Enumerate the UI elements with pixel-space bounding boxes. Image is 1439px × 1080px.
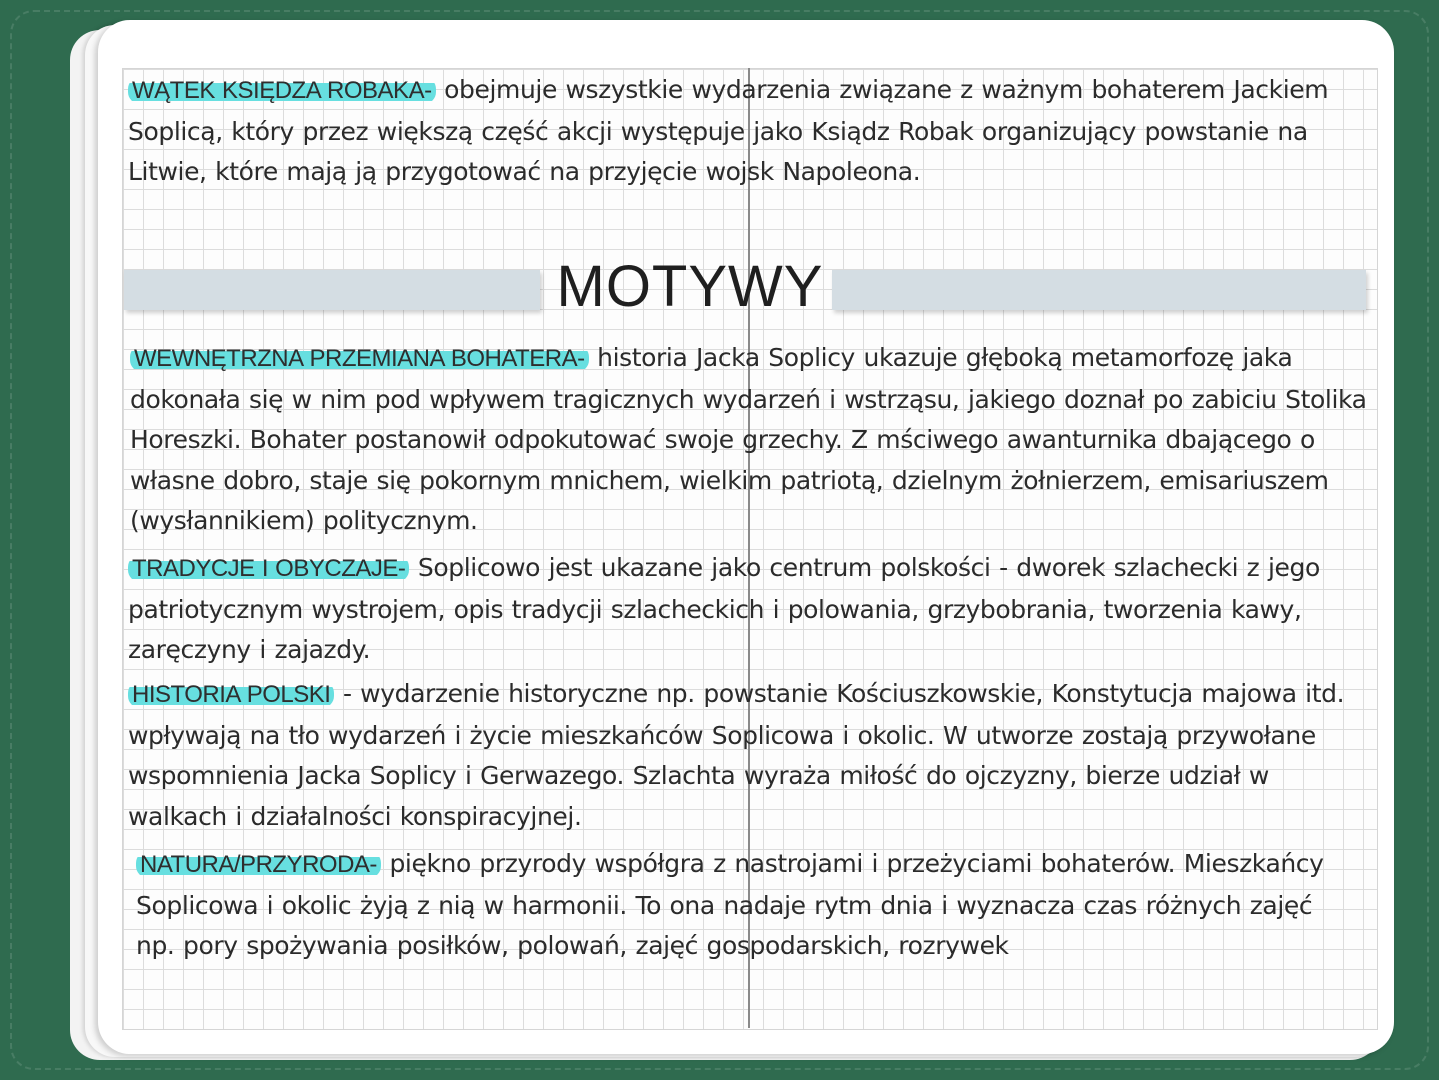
section-watek-ksiedza-robaka [128, 70, 1373, 193]
motif-tradycje-i-obyczaje [128, 548, 1373, 671]
motif-label: HISTORIA POLSKI [128, 681, 334, 708]
motif-body: - wydarzenie historyczne np. powstanie Kościuszkowskie, Konstytucja majowa itd. wpływają na tło wydarzeń i życie mieszkańców Soplicowa i okolic. W utworze zostają przywołane wspomnienia Jacka Soplicy i Gerwazego. Szlachta wyraża miłość do ojczyzny, bierze udział w walkach i działalności konspiracyjnej. [128, 679, 1345, 831]
page-title: MOTYWY [556, 254, 824, 319]
section-label: WĄTEK KSIĘDZA ROBAKA- [128, 77, 436, 104]
motif-label: NATURA/PRZYRODA- [136, 851, 381, 878]
motif-body: piękno przyrody współgra z nastrojami i przeżyciami bohaterów. Mieszkańcy Soplicowa i okolic żyją z nią w harmonii. To ona nadaje rytm dnia i wyznacza czas różnych zajęć np. pory spożywania posiłków, polowań, zajęć gospodarskich, rozrywek [136, 849, 1324, 960]
motif-historia-polski [128, 674, 1373, 837]
motif-body: historia Jacka Soplicy ukazuje głęboką metamorfozę jaka dokonała się w nim pod wpływem tragicznych wydarzeń i wstrząsu, jakiego doznał po zabiciu Stolika Horeszki. Bohater postanowił odpokutować swoje grzechy. Z mściwego awanturnika dbającego o własne dobro, staje się pokornym mnichem, wielkim patriotą, dzielnym żołnierzem, emisariuszem (wysłannikiem) politycznym. [130, 343, 1367, 535]
motif-natura-przyroda [136, 844, 1356, 967]
motif-wewnetrzna-przemiana [130, 338, 1375, 542]
heading-bar-left [124, 270, 540, 310]
section-body: obejmuje wszystkie wydarzenia związane z ważnym bohaterem Jackiem Soplicą, który przez większą część akcji występuje jako Ksiądz Robak organizujący powstanie na Litwie, które mają ją przygotować na przyjęcie wojsk Napoleona. [128, 75, 1329, 186]
heading-bar-right [832, 270, 1366, 310]
motif-label: TRADYCJE I OBYCZAJE- [128, 555, 409, 582]
motif-body: Soplicowo jest ukazane jako centrum polskości - dworek szlachecki z jego patriotycznym wystrojem, opis tradycji szlacheckich i polowania, grzybobrania, tworzenia kawy, zaręczyny i zajazdy. [128, 553, 1320, 664]
motif-label: WEWNĘTRZNA PRZEMIANA BOHATERA- [130, 345, 589, 372]
